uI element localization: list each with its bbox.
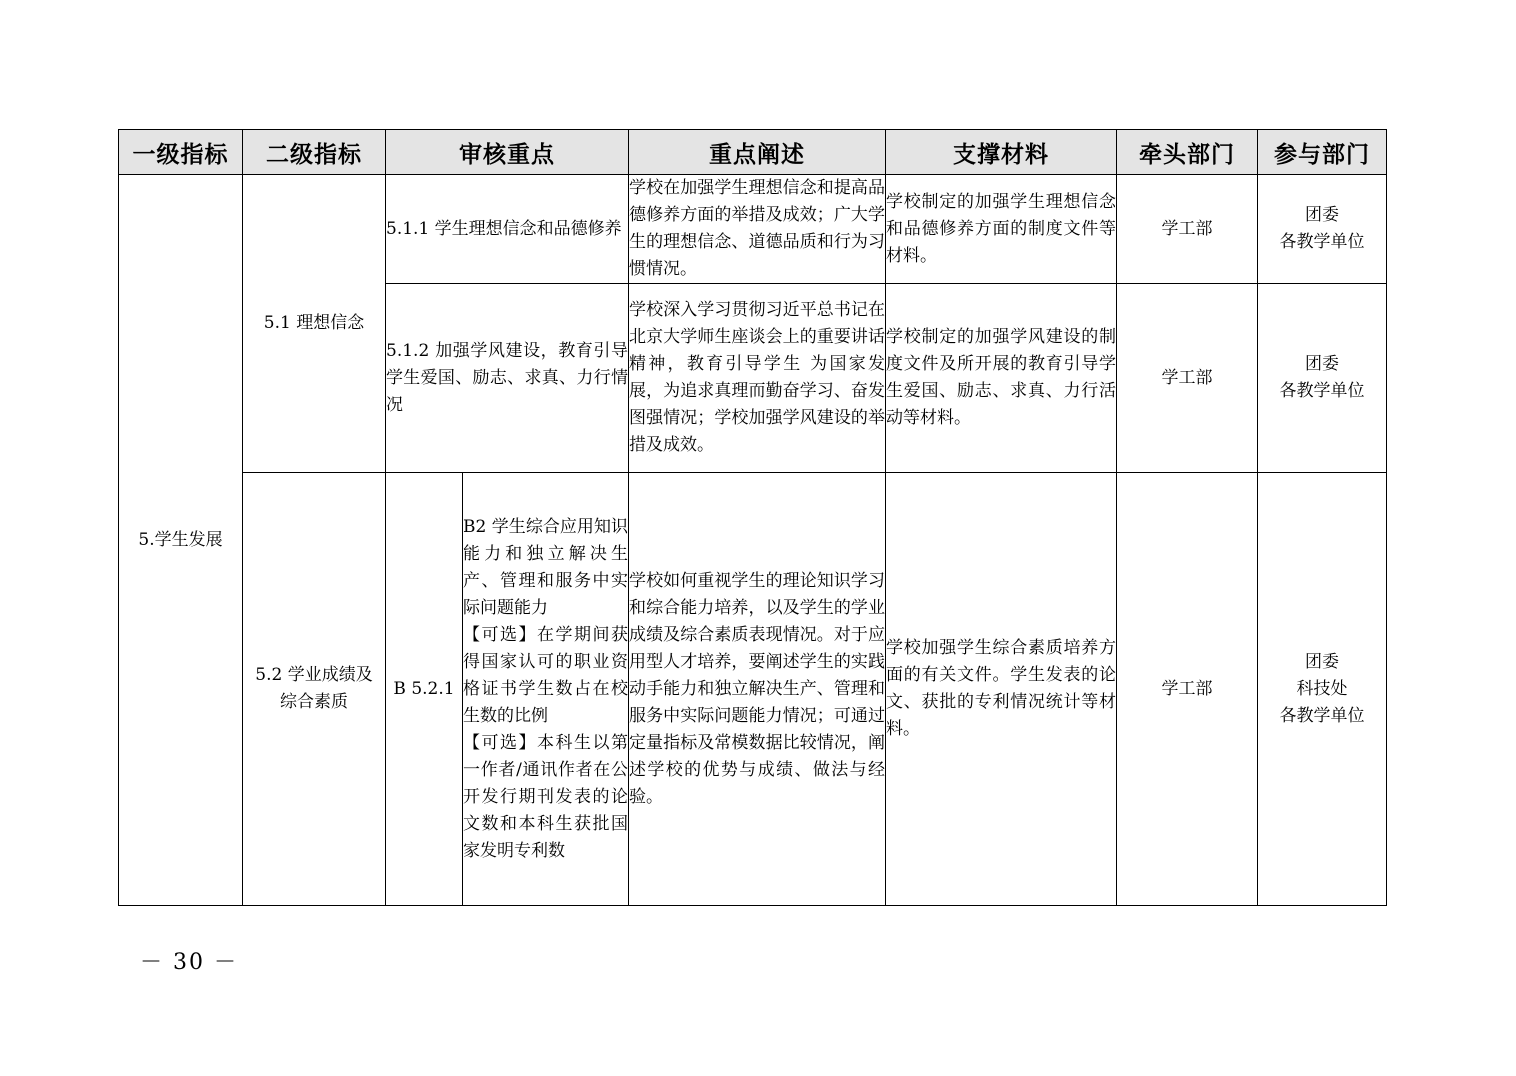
- materials-cell: 学校加强学生综合素质培养方面的有关文件。学生发表的论文、获批的专利情况统计等材料。: [886, 473, 1117, 906]
- participant-dept-cell: 团委 科技处 各教学单位: [1258, 473, 1387, 906]
- elaboration-cell: 学校在加强学生理想信念和提高品德修养方面的举措及成效；广大学生的理想信念、道德品质和行为习惯情况。: [629, 175, 886, 284]
- lead-dept-cell: 学工部: [1117, 473, 1258, 906]
- materials-cell: 学校制定的加强学生理想信念和品德修养方面的制度文件等材料。: [886, 175, 1117, 284]
- table-row: [119, 473, 1387, 906]
- header-level1: 一级指标: [119, 130, 243, 175]
- header-elaboration: 重点阐述: [629, 130, 886, 175]
- header-level2: 二级指标: [243, 130, 386, 175]
- level2-cell: 5.2 学业成绩及 综合素质: [243, 473, 386, 906]
- focus-cell: 5.1.2 加强学风建设，教育引导学生爱国、励志、求真、力行情况: [386, 284, 629, 473]
- materials-cell: 学校制定的加强学风建设的制度文件及所开展的教育引导学生爱国、励志、求真、力行活动等材料。: [886, 284, 1117, 473]
- lead-dept-cell: 学工部: [1117, 175, 1258, 284]
- header-participant-dept: 参与部门: [1258, 130, 1387, 175]
- header-row: [119, 130, 1387, 175]
- participant-dept-cell: 团委 各教学单位: [1258, 284, 1387, 473]
- audit-index-table: [118, 129, 1387, 906]
- focus-cell: B2 学生综合应用知识能力和独立解决生产、管理和服务中实际问题能力 【可选】在学期间获得国家认可的职业资格证书学生数占在校生数的比例 【可选】本科生以第一作者/通讯作者在公开发行期刊发表的论文数和本科生获批国家发明专利数: [463, 473, 629, 906]
- table-row: [119, 175, 1387, 284]
- elaboration-cell: 学校深入学习贯彻习近平总书记在北京大学师生座谈会上的重要讲话精神，教育引导学生 为国家发展，为追求真理而勤奋学习、奋发图强情况；学校加强学风建设的举措及成效。: [629, 284, 886, 473]
- level1-cell: 5.学生发展: [119, 175, 243, 906]
- level2-cell: 5.1 理想信念: [243, 175, 386, 473]
- code-cell: B 5.2.1: [386, 473, 463, 906]
- participant-dept-cell: 团委 各教学单位: [1258, 175, 1387, 284]
- elaboration-cell: 学校如何重视学生的理论知识学习和综合能力培养，以及学生的学业成绩及综合素质表现情况。对于应用型人才培养，要阐述学生的实践动手能力和独立解决生产、管理和服务中实际问题能力情况；可通过定量指标及常模数据比较情况，阐述学校的优势与成绩、做法与经验。: [629, 473, 886, 906]
- header-materials: 支撑材料: [886, 130, 1117, 175]
- header-lead-dept: 牵头部门: [1117, 130, 1258, 175]
- header-focus: 审核重点: [386, 130, 629, 175]
- focus-cell: 5.1.1 学生理想信念和品德修养: [386, 175, 629, 284]
- page-number: － 30 －: [140, 950, 238, 975]
- lead-dept-cell: 学工部: [1117, 284, 1258, 473]
